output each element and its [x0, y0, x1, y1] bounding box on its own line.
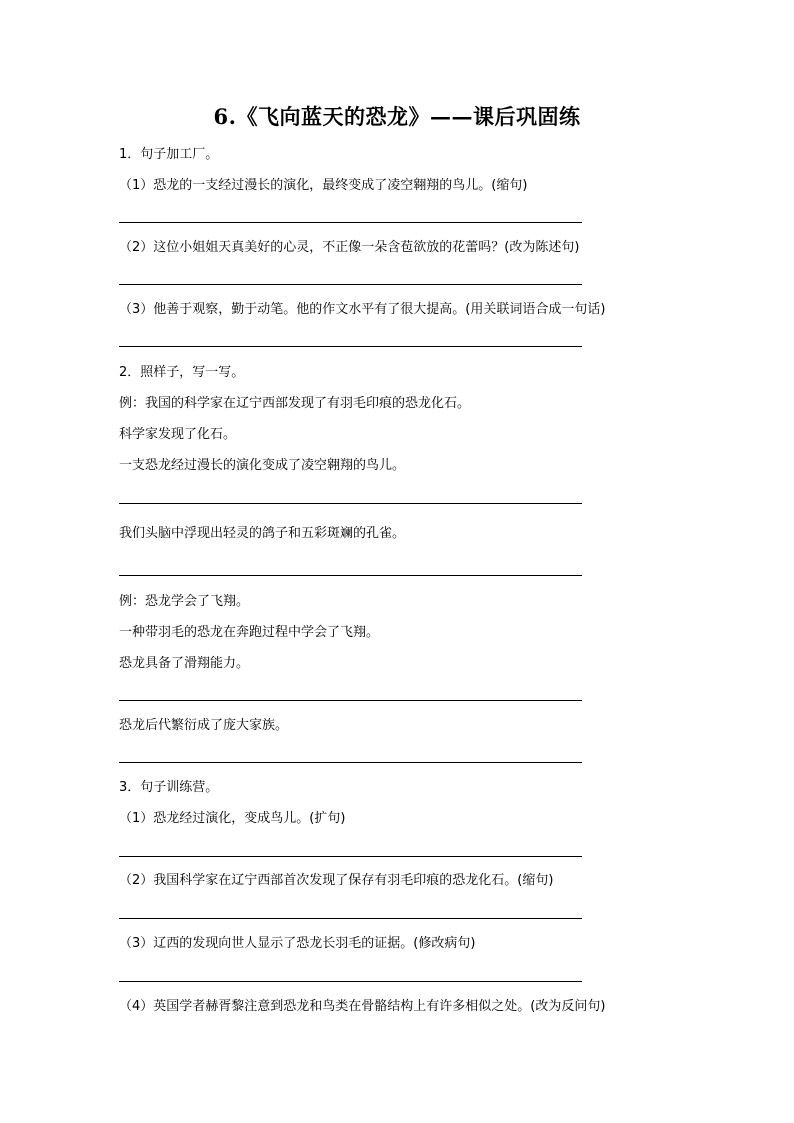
section-2-item-3: 恐龙具备了滑翔能力。 [119, 656, 250, 671]
answer-line-1-2[interactable] [119, 284, 582, 285]
section-2-heading: 2．照样子，写一写。 [119, 365, 245, 380]
section-3-question-3: （3）辽西的发现向世人显示了恐龙长羽毛的证据。(修改病句) [119, 936, 476, 951]
section-1-question-3: （3）他善于观察，勤于动笔。他的作文水平有了很大提高。(用关联词语合成一句话) [119, 302, 606, 317]
section-2-example-2-answer: 一种带羽毛的恐龙在奔跑过程中学会了飞翔。 [119, 625, 380, 640]
answer-line-3-1[interactable] [119, 856, 582, 857]
section-1-question-1: （1）恐龙的一支经过漫长的演化，最终变成了凌空翱翔的鸟儿。(缩句) [119, 178, 528, 193]
answer-line-1-1[interactable] [119, 222, 582, 223]
section-3-question-2: （2）我国科学家在辽宁西部首次发现了保存有羽毛印痕的恐龙化石。(缩句) [119, 873, 554, 888]
answer-line-2-3[interactable] [119, 700, 582, 701]
answer-line-2-1[interactable] [119, 503, 582, 504]
answer-line-1-3[interactable] [119, 346, 582, 347]
answer-line-2-2[interactable] [119, 575, 582, 576]
answer-line-3-3[interactable] [119, 981, 582, 982]
answer-line-3-2[interactable] [119, 918, 582, 919]
section-2-item-2: 我们头脑中浮现出轻灵的鸽子和五彩斑斓的孔雀。 [119, 526, 406, 541]
section-1-heading: 1．句子加工厂。 [119, 147, 219, 162]
section-2-example-2: 例：恐龙学会了飞翔。 [119, 594, 250, 609]
section-3-question-4: （4）英国学者赫胥黎注意到恐龙和鸟类在骨骼结构上有许多相似之处。(改为反问句) [119, 999, 606, 1014]
section-2-example-1: 例：我国的科学家在辽宁西部发现了有羽毛印痕的恐龙化石。 [119, 396, 471, 411]
answer-line-2-4[interactable] [119, 762, 582, 763]
section-1-question-2: （2）这位小姐姐天真美好的心灵，不正像一朵含苞欲放的花蕾吗？(改为陈述句) [119, 240, 580, 255]
page-title: 6.《飞向蓝天的恐龙》——课后巩固练 [213, 104, 581, 129]
section-2-example-1-answer: 科学家发现了化石。 [119, 427, 237, 442]
section-3-heading: 3．句子训练营。 [119, 780, 219, 795]
section-3-question-1: （1）恐龙经过演化，变成鸟儿。(扩句) [119, 811, 346, 826]
section-2-item-4: 恐龙后代繁衍成了庞大家族。 [119, 718, 289, 733]
section-2-item-1: 一支恐龙经过漫长的演化变成了凌空翱翔的鸟儿。 [119, 458, 406, 473]
